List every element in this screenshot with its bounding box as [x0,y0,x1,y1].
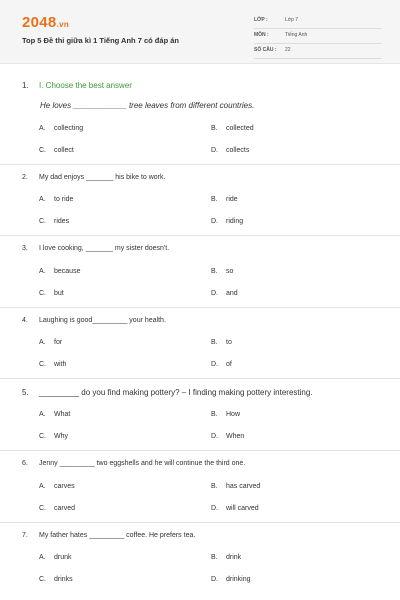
option-text: ride [226,196,238,203]
option-text: collecting [54,125,84,132]
option-d[interactable] [211,290,238,297]
option-a[interactable] [39,554,72,561]
option-b[interactable] [211,196,238,203]
option-letter: C. [39,361,46,368]
question-number: 1. [22,81,29,90]
option-letter: A. [39,411,46,418]
option-letter: D. [211,576,218,583]
option-text: to [226,339,232,346]
option-letter: C. [39,218,46,225]
divider [0,522,400,523]
question-line [22,245,169,252]
option-d[interactable] [211,576,251,583]
option-c[interactable] [39,433,68,440]
option-letter: C. [39,576,46,583]
option-d[interactable] [211,505,259,512]
option-letter: C. [39,433,46,440]
meta-row-count [254,44,382,59]
question-number: 2. [22,174,28,181]
question-number: 6. [22,460,28,467]
option-text: so [226,268,234,275]
option-c[interactable] [39,361,66,368]
question-line [22,317,166,324]
divider [0,307,400,308]
option-d[interactable] [211,361,232,368]
option-text: of [226,361,232,368]
question-number: 5. [22,388,29,397]
option-letter: B. [211,483,218,490]
meta-label: MÔN : [254,32,269,38]
option-letter: A. [39,196,46,203]
question-text: Jenny _________ two eggshells and he will continue the third one. [39,460,246,467]
option-d[interactable] [211,218,243,225]
option-text: drunk [54,554,72,561]
option-letter: C. [39,290,46,297]
option-letter: C. [39,147,46,154]
option-b[interactable] [211,339,232,346]
logo-suffix: .vn [56,20,70,29]
option-text: collected [226,125,254,132]
option-text: with [54,361,67,368]
option-text: carved [54,505,76,512]
divider [0,378,400,379]
question-text: He loves ____________ tree leaves from different countries. [40,101,255,110]
option-text: drink [226,554,242,561]
option-a[interactable] [39,339,62,346]
option-text: collects [226,147,250,154]
question-number: 4. [22,317,28,324]
option-letter: D. [211,218,218,225]
option-c[interactable] [39,290,64,297]
meta-value: Lớp 7 [285,17,299,23]
option-c[interactable] [39,576,73,583]
option-text: and [226,290,238,297]
question-line [22,532,195,539]
option-text: has carved [226,483,261,490]
option-letter: B. [211,125,218,132]
option-letter: B. [211,268,218,275]
option-letter: A. [39,554,46,561]
option-text: will carved [226,505,259,512]
option-c[interactable] [39,505,75,512]
divider [0,450,400,451]
option-letter: A. [39,483,46,490]
divider [0,235,400,236]
document-title: Top 5 Đề thi giữa kì 1 Tiếng Anh 7 có đáp án [22,36,179,45]
option-letter: D. [211,361,218,368]
option-d[interactable] [211,433,244,440]
meta-value: Tiếng Anh [285,32,308,38]
meta-label: LỚP : [254,17,268,23]
site-logo[interactable] [22,14,69,31]
option-letter: D. [211,433,218,440]
logo-text: 2048 [22,14,57,31]
option-text: Why [54,433,68,440]
option-letter: A. [39,339,46,346]
option-text: riding [226,218,244,225]
question-line [22,174,165,181]
option-text: carves [54,483,75,490]
option-text: for [54,339,63,346]
option-letter: C. [39,505,46,512]
option-letter: A. [39,268,46,275]
section-title: I. Choose the best answer [39,81,132,90]
option-text: When [226,433,245,440]
question-text: _________ do you find making pottery? – I finding making pottery interesting. [39,388,313,397]
option-a[interactable] [39,125,83,132]
option-letter: B. [211,411,218,418]
option-b[interactable] [211,268,233,275]
option-letter: B. [211,554,218,561]
question-number: 7. [22,532,28,539]
document-meta [254,14,382,59]
option-letter: D. [211,147,218,154]
meta-label: SỐ CÂU : [254,47,277,53]
question-text: My dad enjoys _______ his bike to work. [39,174,166,181]
question-line [22,460,245,467]
option-c[interactable] [39,147,74,154]
option-b[interactable] [211,483,260,490]
option-text: but [54,290,64,297]
question-text: My father hates _________ coffee. He prefers tea. [39,532,196,539]
option-letter: B. [211,339,218,346]
meta-row-class [254,14,382,29]
question-text: I love cooking, _______ my sister doesn't. [39,245,170,252]
option-text: because [54,268,81,275]
option-text: What [54,411,71,418]
option-a[interactable] [39,268,80,275]
option-text: How [226,411,241,418]
option-a[interactable] [39,483,75,490]
document-header [0,0,400,64]
divider [0,164,400,165]
option-letter: A. [39,125,46,132]
option-b[interactable] [211,125,254,132]
option-text: to ride [54,196,74,203]
option-text: rides [54,218,70,225]
option-letter: D. [211,505,218,512]
option-b[interactable] [211,554,241,561]
option-d[interactable] [211,147,249,154]
question-line [22,388,313,397]
meta-row-subject [254,29,382,44]
option-b[interactable] [211,411,240,418]
option-letter: B. [211,196,218,203]
option-letter: D. [211,290,218,297]
option-text: collect [54,147,74,154]
question-text: Laughing is good_________ your health. [39,317,166,324]
question-number: 3. [22,245,28,252]
option-a[interactable] [39,411,70,418]
section-heading [22,81,132,90]
option-text: drinking [226,576,251,583]
option-c[interactable] [39,218,69,225]
meta-value: 22 [285,47,291,53]
option-text: drinks [54,576,73,583]
option-a[interactable] [39,196,73,203]
